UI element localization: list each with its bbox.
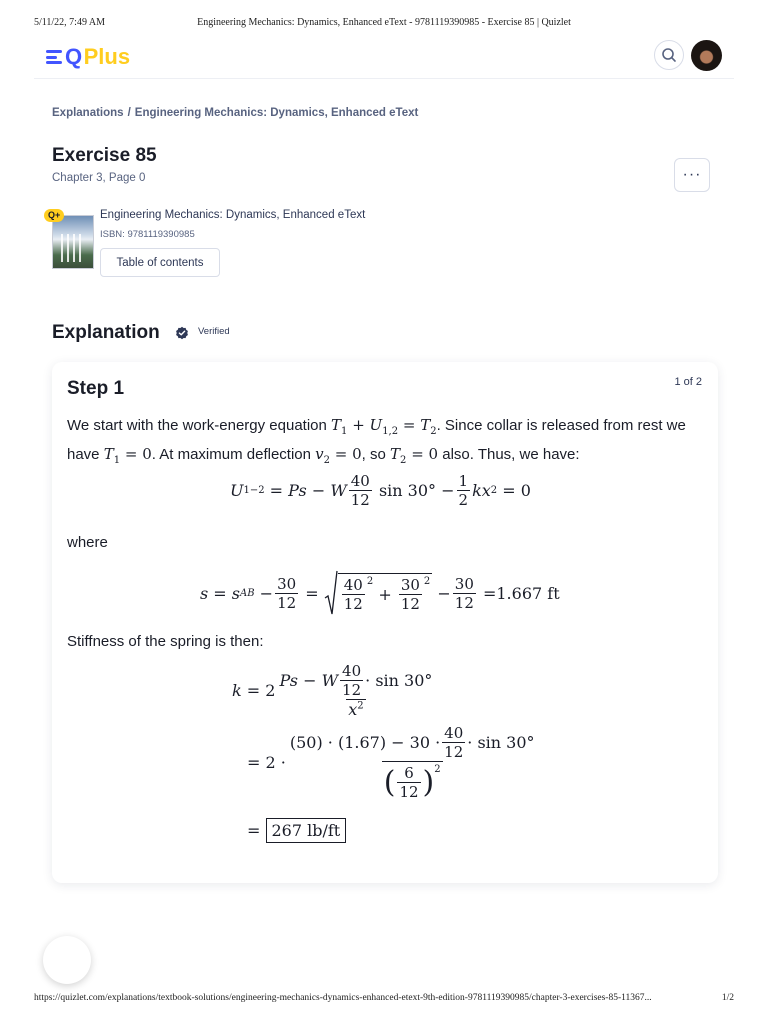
step-card xyxy=(52,362,718,883)
stiffness-equation-line1: k = 2 Ps − W $\frac{40}{12}$ · sin 30° $x^2$ xyxy=(232,662,433,719)
stiffness-label: Stiffness of the spring is then: xyxy=(67,633,264,650)
chapter-page-label: Chapter 3, Page 0 xyxy=(52,172,146,184)
more-options-button[interactable] xyxy=(674,158,710,192)
logo-q: Q xyxy=(65,44,82,69)
search-icon xyxy=(655,41,683,69)
breadcrumb xyxy=(52,107,418,119)
logo-plus: Plus xyxy=(83,44,131,69)
print-page-title: Engineering Mechanics: Dynamics, Enhanced eText - 9781119390985 - Exercise 85 | Quizlet xyxy=(197,17,571,28)
top-navigation-bar xyxy=(34,36,734,79)
verified-badge-icon xyxy=(175,326,189,340)
stiffness-result-line: = 267 lb/ft xyxy=(247,818,346,843)
book-cover-image[interactable] xyxy=(52,215,94,269)
breadcrumb-explanations-link[interactable]: Explanations xyxy=(52,107,124,119)
table-of-contents-button[interactable]: Table of contents xyxy=(100,248,220,277)
stiffness-result-box: 267 lb/ft xyxy=(266,818,347,843)
logo-mark-icon xyxy=(46,50,62,64)
breadcrumb-separator: / xyxy=(127,107,131,119)
page-title: Exercise 85 xyxy=(52,145,157,166)
print-footer xyxy=(34,993,734,1007)
displacement-equation: s = s AB − $\frac{30}{12}$ = $\frac{40}{12}$ $^2$ + $\frac{30}{12}$ $^2$ − $\frac{30}{12}$ = 1.667 ft xyxy=(200,570,560,616)
displacement-result: 1.667 ft xyxy=(496,583,560,603)
qplus-badge: Q+ xyxy=(44,209,64,222)
book-title-link[interactable]: Engineering Mechanics: Dynamics, Enhanced eText xyxy=(100,209,366,221)
print-header xyxy=(34,17,734,31)
step-title: Step 1 xyxy=(67,378,125,399)
print-url: https://quizlet.com/explanations/textbook-solutions/engineering-mechanics-dynamics-enhanced-etext-9th-edition-9781119390985/chapter-3-exercises-85-11367... xyxy=(34,993,652,1003)
step-counter: 1 of 2 xyxy=(674,376,702,388)
qplus-logo[interactable] xyxy=(46,44,130,70)
where-label: where xyxy=(67,534,108,551)
verified-label: Verified xyxy=(198,326,230,337)
book-isbn: ISBN: 9781119390985 xyxy=(100,229,195,240)
breadcrumb-book-link[interactable]: Engineering Mechanics: Dynamics, Enhanced eText xyxy=(134,107,419,119)
floating-action-button[interactable] xyxy=(43,936,91,984)
search-button[interactable] xyxy=(654,40,684,70)
print-date: 5/11/22, 7:49 AM xyxy=(34,17,106,28)
work-energy-equation: U 1−2 = Ps − W $\frac{40}{12}$ sin 30° − $\frac{1}{2}$ kx 2 = 0 xyxy=(230,472,531,509)
user-avatar[interactable] xyxy=(691,40,722,71)
sqrt-symbol xyxy=(324,570,338,616)
explanation-heading: Explanation xyxy=(52,322,160,343)
print-page-number: 1/2 xyxy=(721,993,734,1003)
more-dots-icon: ··· xyxy=(682,166,702,183)
step-intro-text: We start with the work-energy equation $T_1 + U_{1,2} = T_2$. Since collar is released from rest we have $T_1 = 0$. At maximum deflection $v_2 = 0$, so $T_2 = 0$ also. Thus, we have: xyxy=(67,416,686,466)
stiffness-equation-line2: = 2 · (50) · (1.67) − 30 · $\frac{40}{12}$ · sin 30° ( $\frac{6}{12}$ ) $^2$ xyxy=(247,724,535,801)
